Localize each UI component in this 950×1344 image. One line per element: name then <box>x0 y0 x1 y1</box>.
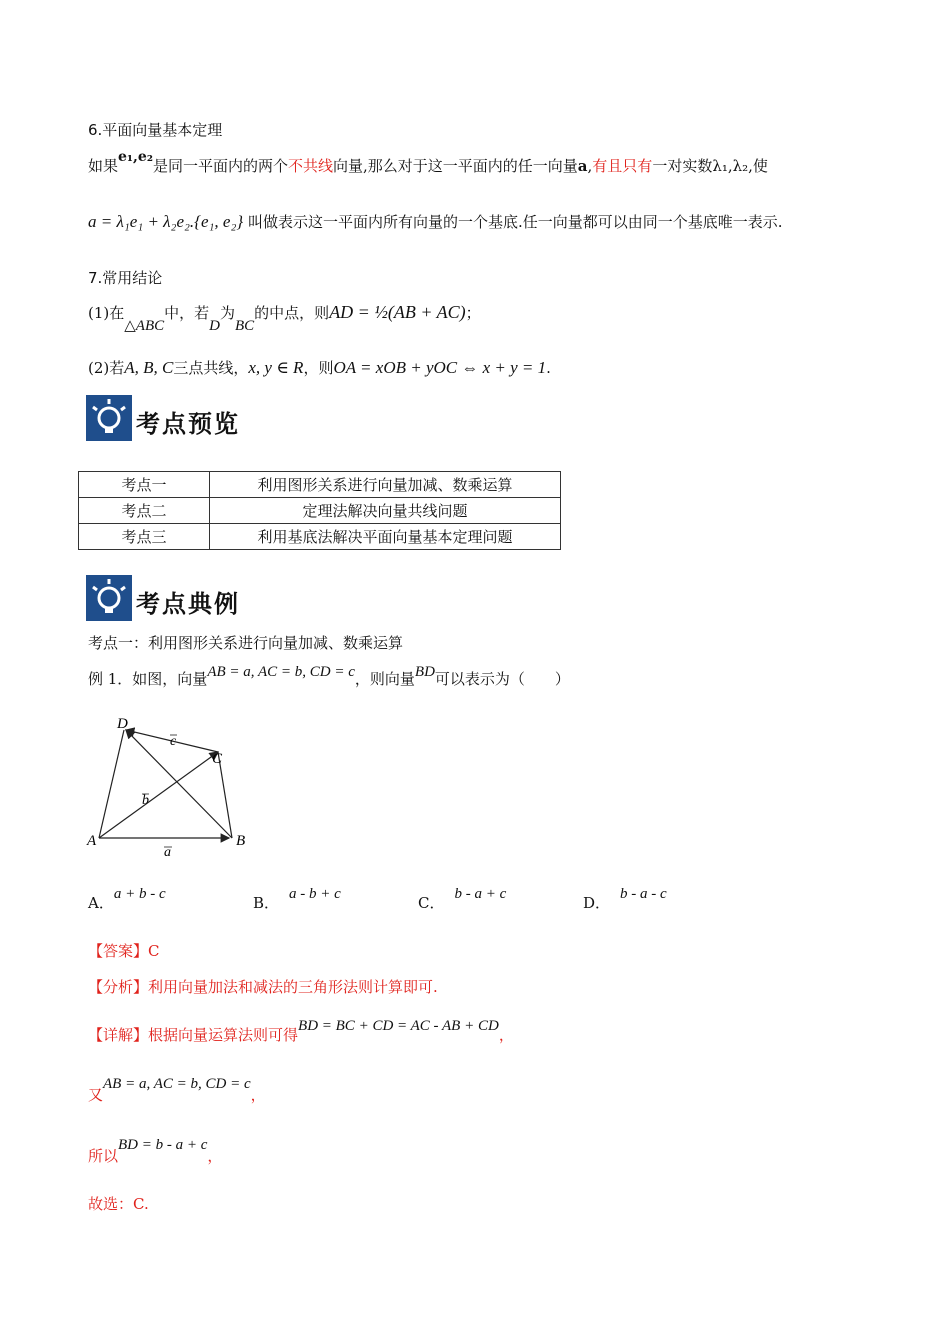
table-cell: 利用图形关系进行向量加减、数乘运算 <box>210 472 561 498</box>
table-row <box>79 472 561 498</box>
detail-text: 根据向量运算法则可得 <box>148 1026 299 1044</box>
real-xy: x, y ∈ R <box>248 358 304 377</box>
table-cell: 考点二 <box>79 498 210 524</box>
text: 为 <box>219 304 235 322</box>
option-letter: B． <box>253 894 280 912</box>
text: 可以表示为（ ） <box>434 670 570 688</box>
point-d: D <box>209 318 220 334</box>
topic-1-title: 考点一：利用图形关系进行向量加减、数乘运算 <box>88 634 404 652</box>
analysis-line <box>88 976 438 997</box>
option-a[interactable] <box>88 886 166 913</box>
answer-tag: 【答案】 <box>88 942 149 960</box>
bulb-icon <box>86 575 132 621</box>
section-7-title: 7.常用结论 <box>88 269 163 287</box>
section-6-title: 6.平面向量基本定理 <box>88 121 223 139</box>
vector-bd: BD <box>414 664 435 680</box>
answer-line <box>88 940 160 961</box>
text: 中，若 <box>164 304 210 322</box>
label-c-vector: c <box>170 734 177 749</box>
text: 向量,那么对于这一平面内的任一向量 <box>333 157 578 175</box>
choice-line: 故选：C. <box>88 1195 149 1213</box>
label-a-vector: a <box>164 845 171 860</box>
text: 所以 <box>88 1147 119 1165</box>
text: ，则 <box>303 359 334 377</box>
text: ， <box>250 1086 266 1104</box>
detail-tag: 【详解】 <box>88 1026 149 1044</box>
label-b-point: B <box>236 833 246 849</box>
table-cell: 定理法解决向量共线问题 <box>210 498 561 524</box>
vector-bd-arrow <box>126 730 232 838</box>
points-abc: A, B, C <box>124 358 174 377</box>
so-line <box>88 1137 223 1166</box>
label-c-point: C <box>212 751 223 767</box>
analysis-text: 利用向量加法和减法的三角形法则计算即可. <box>148 978 438 996</box>
text: 叫做表示这一平面内所有向量的一个基底.任一向量都可以由同一个基底唯一表示. <box>247 213 783 231</box>
example-1-question <box>88 664 570 689</box>
text: , <box>587 157 593 175</box>
detail-formula: BD = BC + CD = AC - AB + CD <box>298 1018 499 1034</box>
table-row <box>79 498 561 524</box>
table-cell: 考点三 <box>79 524 210 550</box>
option-letter: C． <box>418 894 445 912</box>
text: 如果 <box>88 157 119 175</box>
again-line <box>88 1076 266 1105</box>
text: 的中点，则 <box>254 304 330 322</box>
table-row <box>79 524 561 550</box>
again-formula: AB = a, AC = b, CD = c <box>103 1076 251 1092</box>
banner-examples-title: 考点典例 <box>136 589 240 618</box>
banner-preview-title: 考点预览 <box>136 409 240 438</box>
option-expression: b - a - c <box>620 886 667 902</box>
text: 又 <box>88 1086 104 1104</box>
theorem-line-1 <box>88 149 768 176</box>
text: ， <box>498 1026 514 1044</box>
label-d-point: D <box>117 716 128 732</box>
answer-value: C <box>148 942 160 960</box>
highlight-unique: 有且只有 <box>592 157 653 175</box>
vector-b-arrow <box>99 752 218 838</box>
text: 例 1．如图，向量 <box>88 670 208 688</box>
collinear-formula: OA = xOB + yOC ⇔ x + y = 1 <box>333 358 547 377</box>
text: ； <box>465 304 481 322</box>
text: ， <box>207 1147 223 1165</box>
table-cell: 利用基底法解决平面向量基本定理问题 <box>210 524 561 550</box>
quadrilateral-figure <box>82 708 272 868</box>
triangle-abc: △ABC <box>124 318 165 334</box>
segment-ad <box>99 730 124 838</box>
midpoint-formula: AD = ½(AB + AC) <box>329 302 466 322</box>
option-d[interactable] <box>583 886 667 913</box>
overview-table <box>78 471 561 550</box>
option-b[interactable] <box>253 886 341 913</box>
text: 三点共线， <box>173 359 249 377</box>
label-a-point: A <box>87 833 97 849</box>
so-formula: BD = b - a + c <box>118 1137 208 1153</box>
option-expression: a - b + c <box>289 886 341 902</box>
text: 是同一平面内的两个 <box>152 157 288 175</box>
analysis-tag: 【分析】 <box>88 978 149 996</box>
option-letter: D． <box>583 894 611 912</box>
vector-a: a <box>577 157 588 175</box>
basis-formula: a = λ₁e₁ + λ₂e₂.{e₁, e₂} <box>88 212 244 231</box>
basis-vectors: e₁,e₂ <box>118 149 153 165</box>
text: . <box>546 359 551 377</box>
label-b-vector: b <box>142 793 149 808</box>
option-expression: b - a + c <box>454 886 507 902</box>
text: (1)在 <box>88 304 125 322</box>
option-expression: a + b - c <box>113 886 166 902</box>
option-letter: A． <box>88 894 114 912</box>
given-vectors: AB = a, AC = b, CD = c <box>207 664 355 680</box>
highlight-noncollinear: 不共线 <box>287 157 333 175</box>
table-cell: 考点一 <box>79 472 210 498</box>
bulb-icon <box>86 395 132 441</box>
theorem-line-2 <box>88 211 783 232</box>
text: ，则向量 <box>354 670 415 688</box>
text: 一对实数λ₁,λ₂,使 <box>652 157 768 175</box>
option-c[interactable] <box>418 886 507 913</box>
segment-bc: BC <box>235 318 255 334</box>
text: (2)若 <box>88 359 125 377</box>
conclusion-1 <box>88 302 481 334</box>
detail-line <box>88 1018 514 1045</box>
conclusion-2 <box>88 357 551 378</box>
